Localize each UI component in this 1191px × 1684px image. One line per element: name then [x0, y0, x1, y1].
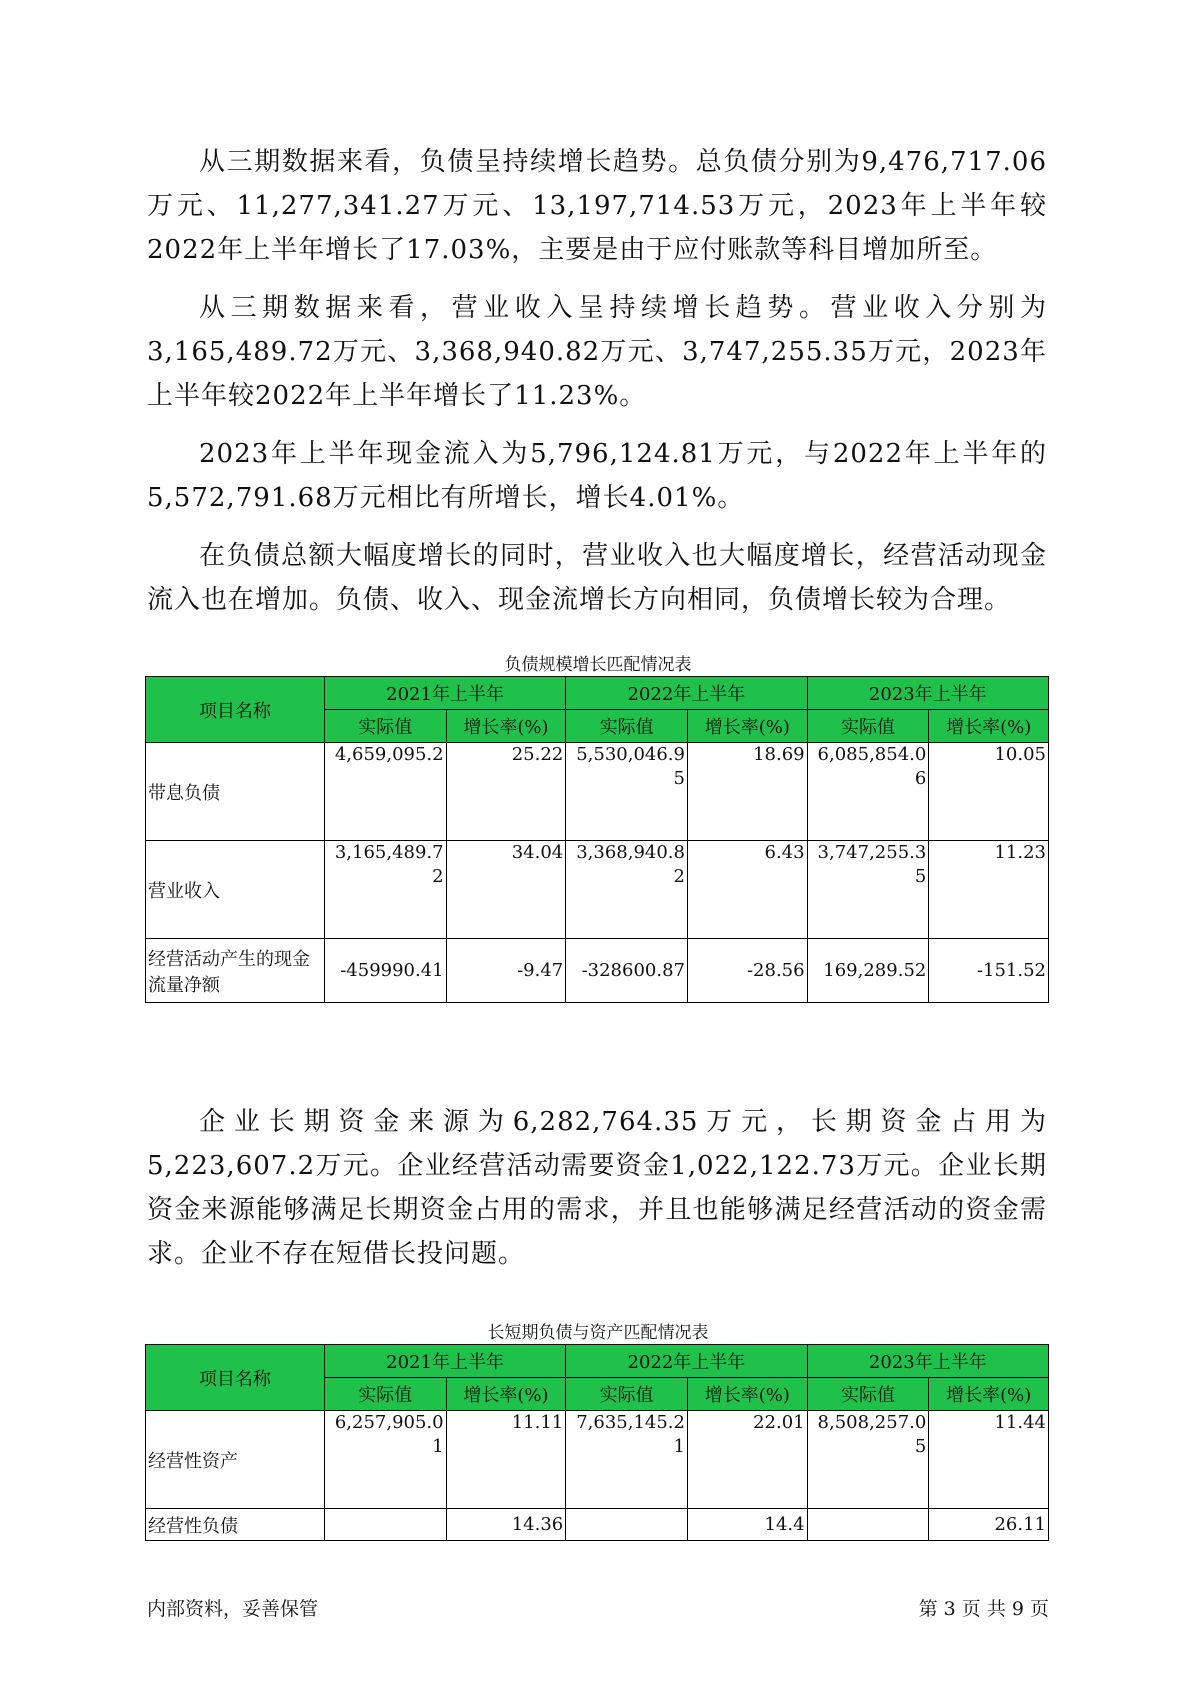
table2-header-actual: 实际值	[807, 1378, 929, 1411]
table1-header-item: 项目名称	[146, 677, 325, 743]
table-cell: 3,165,489.72	[324, 841, 446, 939]
table-cell: 6,257,905.01	[324, 1411, 446, 1509]
paragraph-liabilities: 从三期数据来看，负债呈持续增长趋势。总负债分别为9,476,717.06万元、11,277,341.27万元、13,197,714.53万元，2023年上半年较2022年上半年增长了17.03%，主要是由于应付账款等科目增加所至。	[147, 147, 1047, 265]
table2-header-period: 2022年上半年	[566, 1345, 807, 1378]
table2-header-growth: 增长率(%)	[929, 1378, 1049, 1411]
table-row	[146, 841, 1049, 939]
table-row	[146, 743, 1049, 841]
table-cell: 6,085,854.06	[807, 743, 929, 841]
table-cell: 5,530,046.95	[566, 743, 688, 841]
table1-header-period: 2023年上半年	[807, 677, 1048, 710]
table1-header-growth: 增长率(%)	[929, 710, 1049, 743]
row-label: 营业收入	[146, 841, 325, 939]
table2-header-period: 2021年上半年	[324, 1345, 565, 1378]
paragraph-conclusion: 在负债总额大幅度增长的同时，营业收入也大幅度增长，经营活动现金流入也在增加。负债、收入、现金流增长方向相同，负债增长较为合理。	[147, 541, 1047, 615]
table-cell: 11.44	[929, 1411, 1049, 1509]
paragraph-long-term-funds: 企业长期资金来源为6,282,764.35万元，长期资金占用为5,223,607.2万元。企业经营活动需要资金1,022,122.73万元。企业长期资金来源能够满足长期资金占用的需求，并且也能够满足经营活动的资金需求。企业不存在短借长投问题。	[147, 1107, 1047, 1269]
table2-header-row-1	[146, 1345, 1049, 1378]
asset-liability-table	[145, 1344, 1049, 1541]
table2-header-period: 2023年上半年	[807, 1345, 1048, 1378]
table-cell: 25.22	[446, 743, 566, 841]
table-cell: 3,747,255.35	[807, 841, 929, 939]
row-label: 经营性负债	[146, 1509, 325, 1541]
table-cell: 26.11	[929, 1509, 1049, 1541]
table2-caption: 长短期负债与资产匹配情况表	[487, 1323, 709, 1343]
row-label: 经营活动产生的现金流量净额	[146, 939, 325, 1003]
table-cell: -459990.41	[324, 939, 446, 1003]
table-cell: 169,289.52	[807, 939, 929, 1003]
table-cell: 11.23	[929, 841, 1049, 939]
table-cell	[566, 1509, 688, 1541]
page-number: 第 3 页 共 9 页	[918, 1598, 1049, 1620]
table-row	[146, 1411, 1049, 1509]
table-cell: 8,508,257.05	[807, 1411, 929, 1509]
table2-header-growth: 增长率(%)	[687, 1378, 807, 1411]
table-cell	[807, 1509, 929, 1541]
table-cell: -151.52	[929, 939, 1049, 1003]
table-cell: 18.69	[687, 743, 807, 841]
table1-header-period: 2021年上半年	[324, 677, 565, 710]
footer-confidential: 内部资料，妥善保管	[147, 1598, 319, 1620]
debt-growth-table	[145, 676, 1049, 1003]
table1-header-period: 2022年上半年	[566, 677, 807, 710]
table1-header-actual: 实际值	[324, 710, 446, 743]
table-cell: -9.47	[446, 939, 566, 1003]
table1-header-actual: 实际值	[566, 710, 688, 743]
table2-header-actual: 实际值	[566, 1378, 688, 1411]
row-label: 带息负债	[146, 743, 325, 841]
table-cell: 14.4	[687, 1509, 807, 1541]
table-cell: 14.36	[446, 1509, 566, 1541]
table1-header-growth: 增长率(%)	[446, 710, 566, 743]
table-cell: 22.01	[687, 1411, 807, 1509]
table1-header-row-1	[146, 677, 1049, 710]
table2-header-actual: 实际值	[324, 1378, 446, 1411]
table1-header-growth: 增长率(%)	[687, 710, 807, 743]
table-cell: -328600.87	[566, 939, 688, 1003]
table-row	[146, 939, 1049, 1003]
table-cell	[324, 1509, 446, 1541]
table1-header-actual: 实际值	[807, 710, 929, 743]
table-cell: 7,635,145.21	[566, 1411, 688, 1509]
table-cell: 34.04	[446, 841, 566, 939]
table-cell: -28.56	[687, 939, 807, 1003]
paragraph-cashflow: 2023年上半年现金流入为5,796,124.81万元，与2022年上半年的5,572,791.68万元相比有所增长，增长4.01%。	[147, 439, 1047, 513]
table-cell: 3,368,940.82	[566, 841, 688, 939]
table-cell: 6.43	[687, 841, 807, 939]
table1-caption: 负债规模增长匹配情况表	[504, 655, 692, 675]
paragraph-revenue: 从三期数据来看，营业收入呈持续增长趋势。营业收入分别为3,165,489.72万元、3,368,940.82万元、3,747,255.35万元，2023年上半年较2022年上半年增长了11.23%。	[147, 293, 1047, 411]
table2-header-item: 项目名称	[146, 1345, 325, 1411]
table-row	[146, 1509, 1049, 1541]
table-cell: 11.11	[446, 1411, 566, 1509]
row-label: 经营性资产	[146, 1411, 325, 1509]
table-cell: 10.05	[929, 743, 1049, 841]
table2-header-growth: 增长率(%)	[446, 1378, 566, 1411]
table-cell: 4,659,095.2	[324, 743, 446, 841]
